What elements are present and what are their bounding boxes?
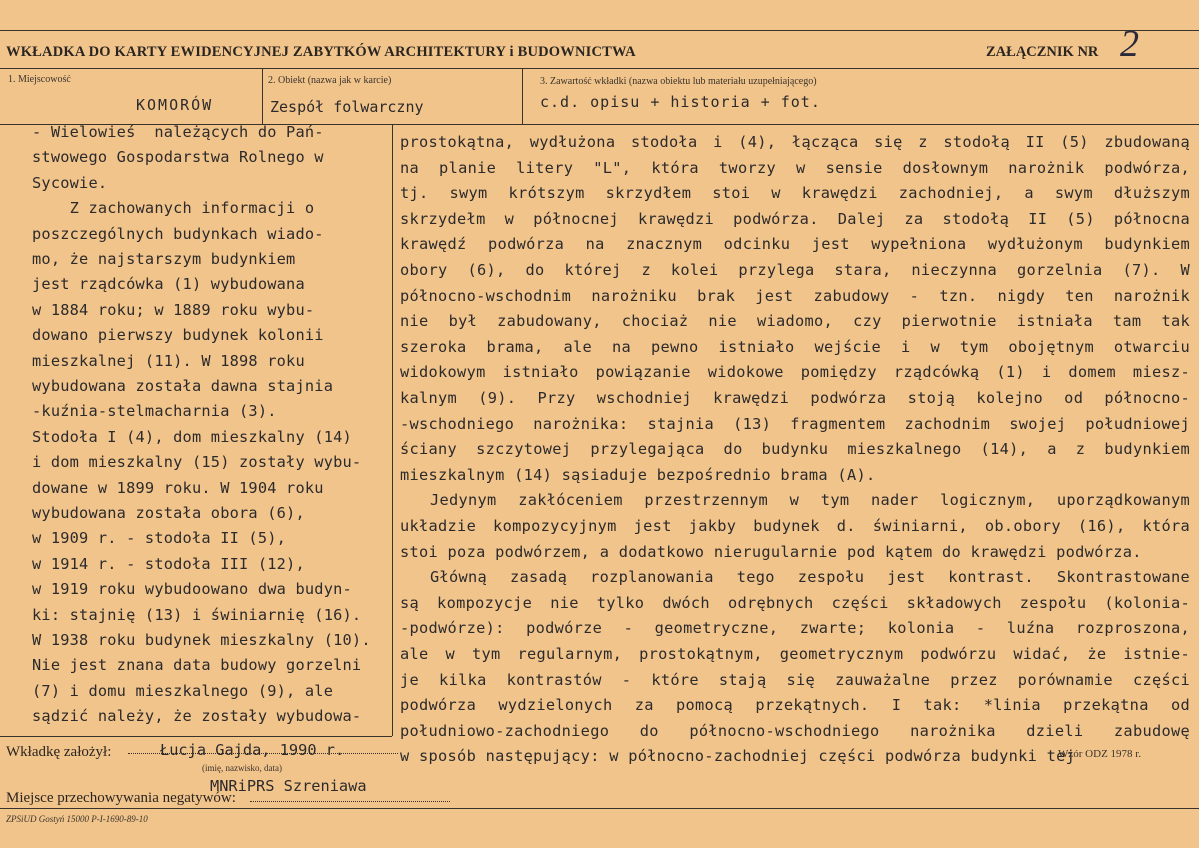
right-text-line: -podwórze): podwórze - geometryczne, zwarte; kolonia - luźna rozproszona, bbox=[400, 619, 1190, 638]
left-text-line: ki: stajnię (13) i świniarnię (16). bbox=[32, 605, 362, 624]
right-text-line: szeroka brama, ale na pewno istniało wejście i w tym obojętnym otwarciu bbox=[400, 337, 1190, 356]
left-text-line: W 1938 roku budynek mieszkalny (10). bbox=[32, 631, 371, 649]
left-text-line: Sycowie. bbox=[32, 173, 108, 192]
right-text-line: ściany szczytowej przylegająca do budynku mieszkalnego (14), a z budynkiem bbox=[400, 440, 1190, 459]
left-text-line: dowano pierwszy budynek kolonii bbox=[32, 326, 324, 345]
right-text-line: na planie litery "L", która tworzy w sensie dosłownym narożnik podwórza, bbox=[400, 158, 1190, 177]
right-text-line: widokowym istniało powiązanie widokowe pomiędzy rządcówką (1) i domem miesz- bbox=[400, 363, 1190, 382]
right-text-line: stoi poza podwórzem, a dodatkowo nierugularnie pod kątem do krawędzi podwórza. bbox=[400, 542, 1142, 561]
zalacznik-number: 2 bbox=[1120, 23, 1139, 65]
left-text-line: - Wielowieś należących do Pań- bbox=[32, 123, 324, 141]
right-text-line: je kilka kontrastów - które stają się zauważalne przez porównamie części bbox=[400, 670, 1190, 689]
top-rule bbox=[0, 30, 1199, 31]
left-text-line: Z zachowanych informacji o bbox=[32, 199, 315, 218]
zalozyl-value: Łucja Gajda, 1990 r. bbox=[160, 741, 345, 759]
right-text-line: obory (6), do której z kolei przylega stara, nieczynna gorzelnia (7). W bbox=[400, 261, 1190, 279]
obiekt-label: 2. Obiekt (nazwa jak w karcie) bbox=[268, 75, 392, 86]
left-text-line: jest rządcówka (1) wybudowana bbox=[32, 275, 305, 294]
right-text-line: mieszkalnym (14) sąsiaduje bezpośrednio brama (A). bbox=[400, 465, 876, 484]
right-text-line: krawędź podwórza na znacznym odcinku jest wypełniona wydłużonym budynkiem bbox=[400, 235, 1190, 254]
form-title: WKŁADKA DO KARTY EWIDENCYJNEJ ZABYTKÓW ARCHITEKTURY i BUDOWNICTWA bbox=[6, 44, 636, 60]
left-text-line: w 1914 r. - stodoła III (12), bbox=[32, 554, 305, 573]
left-text-line: (7) i domu mieszkalnego (9), ale bbox=[32, 681, 334, 700]
right-text-line: -wschodniego narożnika: stajnia (13) fragmentem zachodnim swojej południowej bbox=[400, 414, 1190, 433]
right-text-line: skrzydełm w północnej krawędzi podwórza. Dalej za stodołą II (5) północna bbox=[400, 209, 1190, 228]
right-text-line: tj. swym krótszym skrzydłem stoi w krawędzi zachodniej, a swym dłuższym bbox=[400, 184, 1190, 203]
column-divider bbox=[392, 124, 393, 736]
right-text-line: prostokątna, wydłużona stodoła i (4), łącząca się z stodołą II (5) zbudowaną bbox=[400, 133, 1190, 151]
header-rule bbox=[0, 68, 1199, 69]
right-text-line: w sposób następujący: w północno-zachodniej części podwórza budynki tej bbox=[400, 747, 1076, 766]
left-text-line: w 1909 r. - stodoła II (5), bbox=[32, 529, 287, 548]
left-text-line: wybudowana została dawna stajnia bbox=[32, 377, 334, 395]
left-text-line: stwowego Gospodarstwa Rolnego w bbox=[32, 148, 324, 167]
zalacznik-label: ZAŁĄCZNIK NR bbox=[986, 44, 1099, 60]
left-text-line: dowane w 1899 roku. W 1904 roku bbox=[32, 478, 324, 497]
left-text-line: i dom mieszkalny (15) zostały wybu- bbox=[32, 453, 362, 472]
left-text-line: wybudowana została obora (6), bbox=[32, 504, 305, 522]
miejscowosc-label: 1. Miejscowość bbox=[8, 74, 71, 85]
left-text-line: Stodoła I (4), dom mieszkalny (14) bbox=[32, 427, 352, 446]
miejsce-dotted-line bbox=[250, 800, 450, 802]
left-text-line: poszczególnych budynkach wiado- bbox=[32, 224, 324, 243]
bottom-rule bbox=[0, 808, 1199, 809]
left-text-line: w 1919 roku wybudoowano dwa budyn- bbox=[32, 580, 352, 599]
miejsce-przechowywania-label: Miejsce przechowywania negatywów: bbox=[6, 790, 236, 806]
left-text-line: -kuźnia-stelmacharnia (3). bbox=[32, 402, 277, 421]
right-text-line: kalnym (9). Przy wschodniej krawędzi podwórza stoją kolejno od północno- bbox=[400, 389, 1190, 407]
left-text-line: mieszkalnej (11). W 1898 roku bbox=[32, 351, 305, 370]
right-text-line: są kompozycje nie tylko dwóch odrębnych części składowych zespołu (kolonia- bbox=[400, 593, 1190, 612]
left-text-line: w 1884 roku; w 1889 roku wybu- bbox=[32, 300, 315, 319]
right-text-line: południowo-zachodniego do północno-wschodniego narożnika dzieli zabudowę bbox=[400, 721, 1190, 740]
wzor-label: Wzór ODZ 1978 r. bbox=[1058, 748, 1142, 760]
obiekt-value: Zespół folwarczny bbox=[270, 98, 424, 116]
field-divider-1 bbox=[262, 68, 263, 124]
field-divider-2 bbox=[522, 68, 523, 124]
right-text-line: układzie kompozycyjnym jest jakby budynek d. świniarni, ob.obory (16), która bbox=[400, 517, 1190, 535]
right-text-line: Główną zasadą rozplanowania tego zespołu jest kontrast. Skontrastowane bbox=[430, 568, 1190, 587]
left-text-line: Nie jest znana data budowy gorzelni bbox=[32, 656, 362, 675]
right-text-line: podwórza wydzielonych za pomocą przekątnych. I tak: *linia przekątna od bbox=[400, 696, 1190, 715]
printer-imprint: ZPSiUD Gostyń 15000 P-I-1690-89-10 bbox=[6, 814, 148, 824]
left-text-line: mo, że najstarszym budynkiem bbox=[32, 250, 296, 268]
right-text-line: Jedynym zakłóceniem przestrzennym w tym nader logicznym, uporządkowanym bbox=[430, 491, 1190, 510]
right-text-line: ale w tym regularnym, prostokątnym, geometrycznym podwórzu widać, że istnie- bbox=[400, 645, 1190, 663]
zawartosc-label: 3. Zawartość wkładki (nazwa obiektu lub materiału uzupełniającego) bbox=[540, 76, 817, 87]
footer-rule bbox=[0, 736, 392, 737]
institution-stamp: MNRiPRS Szreniawa bbox=[210, 777, 367, 795]
imie-nazwisko-label: (imię, nazwisko, data) bbox=[202, 763, 282, 773]
miejscowosc-value: KOMORÓW bbox=[136, 96, 214, 114]
zalozyl-label: Wkładkę założył: bbox=[6, 744, 112, 760]
zawartosc-value: c.d. opisu + historia + fot. bbox=[540, 93, 821, 111]
left-text-line: sądzić należy, że zostały wybudowa- bbox=[32, 707, 362, 726]
right-text-line: nie był zabudowany, chociaż nie wiadomo, czy pierwotnie istniała tam tak bbox=[400, 312, 1190, 331]
right-text-line: północno-wschodnim narożniku brak jest zabudowy - tzn. nigdy ten narożnik bbox=[400, 286, 1190, 305]
